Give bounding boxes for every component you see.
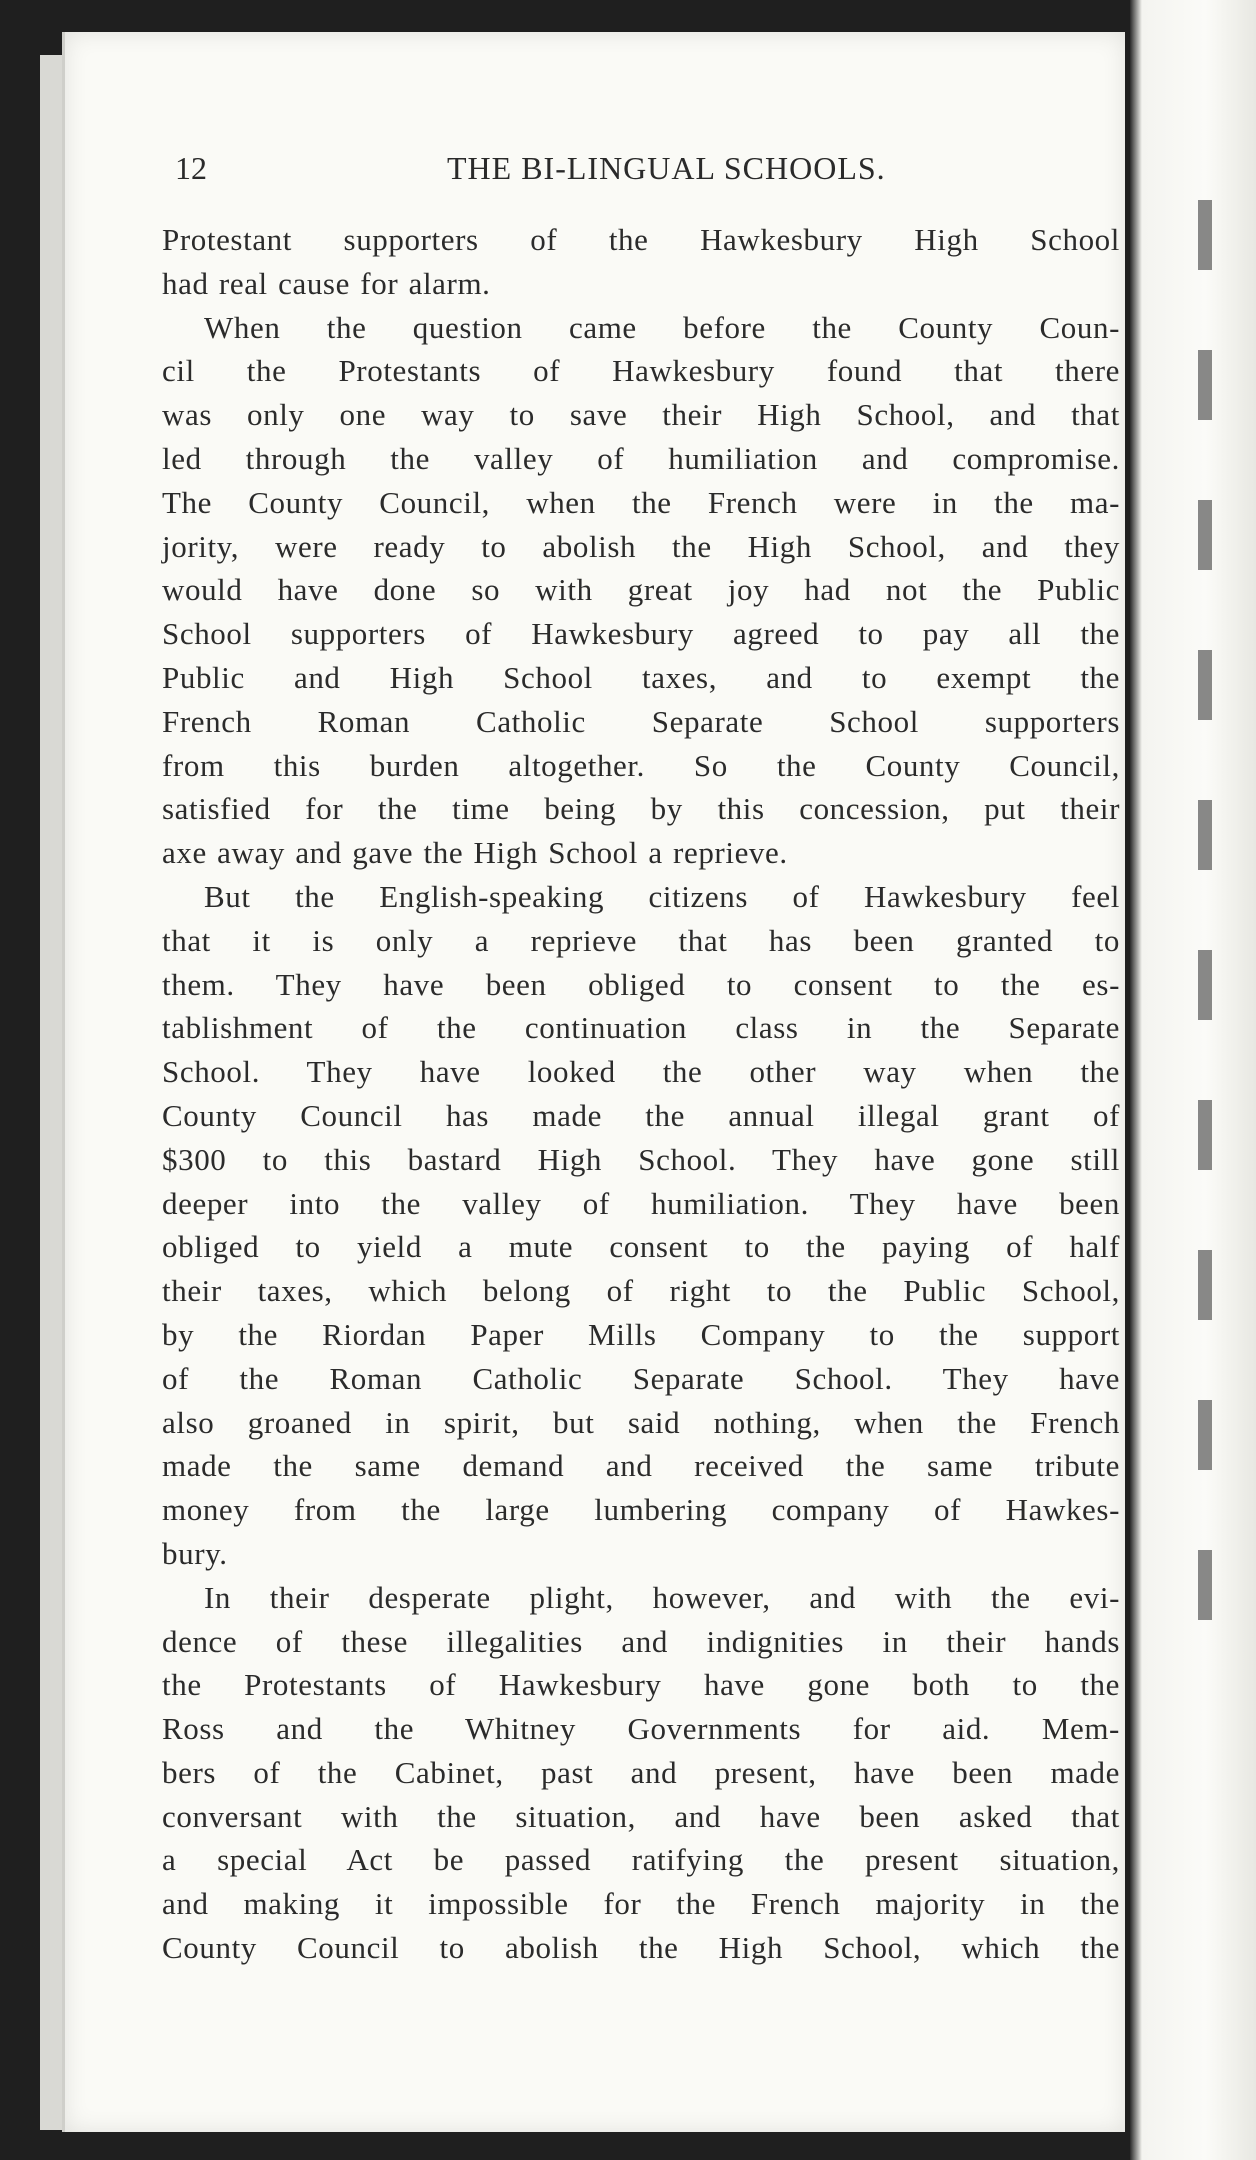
page-number: 12 <box>175 150 207 186</box>
text-line: money from the large lumbering company of Hawkes- <box>162 1492 1120 1528</box>
text-line: conversant with the situation, and have been asked that <box>162 1798 1120 1834</box>
binding-shadow <box>1198 120 1212 1620</box>
adjacent-page-edge <box>1130 0 1256 2160</box>
text-line: Ross and the Whitney Governments for aid. Mem- <box>162 1711 1120 1747</box>
text-line: cil the Protestants of Hawkesbury found that there <box>162 353 1120 389</box>
text-line: In their desperate plight, however, and with the evi- <box>204 1579 1120 1615</box>
text-line: School supporters of Hawkesbury agreed to pay all the <box>162 616 1120 652</box>
text-line: $300 to this bastard High School. They have gone still <box>162 1141 1120 1177</box>
text-line: deeper into the valley of humiliation. They have been <box>162 1185 1120 1221</box>
text-line: them. They have been obliged to consent to the es- <box>162 966 1120 1002</box>
text-line: dence of these illegalities and indignities in their hands <box>162 1623 1120 1659</box>
text-line: had real cause for alarm. <box>162 265 491 301</box>
text-line: made the same demand and received the same tribute <box>162 1448 1120 1484</box>
text-line: the Protestants of Hawkesbury have gone both to the <box>162 1667 1120 1703</box>
text-line: French Roman Catholic Separate School supporters <box>162 703 1120 739</box>
text-line: was only one way to save their High School, and that <box>162 397 1120 433</box>
text-line: of the Roman Catholic Separate School. They have <box>162 1360 1120 1396</box>
text-line: County Council to abolish the High School, which the <box>162 1930 1120 1966</box>
text-line: jority, were ready to abolish the High School, and they <box>162 528 1120 564</box>
text-line: Protestant supporters of the Hawkesbury High School <box>162 222 1120 257</box>
text-line: The County Council, when the French were in the ma- <box>162 484 1120 520</box>
text-line: obliged to yield a mute consent to the paying of half <box>162 1229 1120 1265</box>
text-line: School. They have looked the other way when the <box>162 1054 1120 1090</box>
text-line: When the question came before the County Coun- <box>204 309 1120 345</box>
text-line: and making it impossible for the French majority in the <box>162 1886 1120 1922</box>
text-line: bers of the Cabinet, past and present, have been made <box>162 1754 1120 1790</box>
text-line: But the English-speaking citizens of Hawkesbury feel <box>204 878 1120 914</box>
text-line: County Council has made the annual illegal grant of <box>162 1097 1120 1133</box>
text-line: would have done so with great joy had not the Public <box>162 572 1120 608</box>
body-text <box>162 218 1120 1970</box>
text-line: tablishment of the continuation class in the Separate <box>162 1010 1120 1046</box>
text-line: from this burden altogether. So the County Council, <box>162 747 1120 783</box>
text-line: that it is only a reprieve that has been granted to <box>162 922 1120 958</box>
text-line: satisfied for the time being by this concession, put their <box>162 791 1120 827</box>
text-line: Public and High School taxes, and to exempt the <box>162 659 1120 695</box>
text-line: by the Riordan Paper Mills Company to the support <box>162 1316 1120 1352</box>
text-line: bury. <box>162 1535 228 1571</box>
text-line: their taxes, which belong of right to the Public School, <box>162 1273 1120 1309</box>
page-header <box>175 140 965 196</box>
text-line: led through the valley of humiliation and compromise. <box>162 440 1120 476</box>
running-title: THE BI-LINGUAL SCHOOLS. <box>447 150 886 186</box>
text-line: also groaned in spirit, but said nothing, when the French <box>162 1404 1120 1440</box>
text-line: axe away and gave the High School a reprieve. <box>162 835 788 871</box>
text-line: a special Act be passed ratifying the present situation, <box>162 1842 1120 1878</box>
